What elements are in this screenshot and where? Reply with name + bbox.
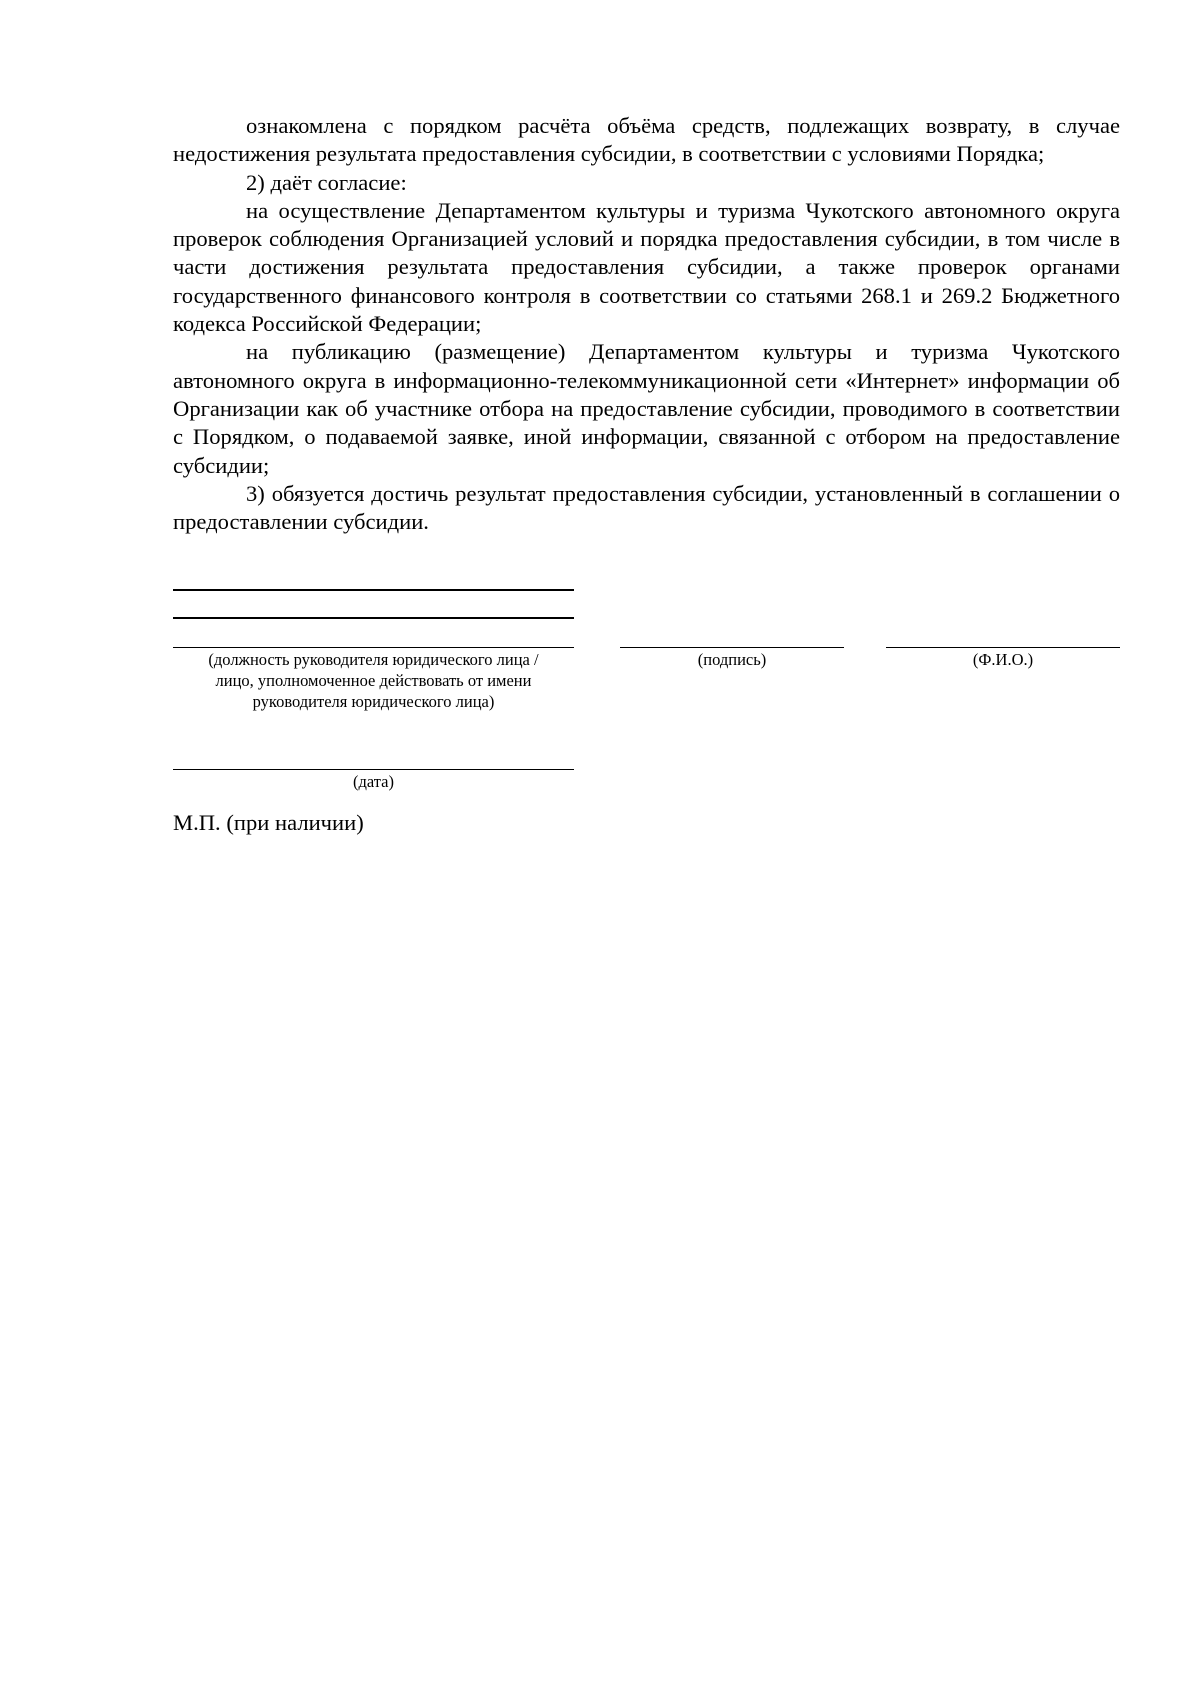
name-line [886, 647, 1120, 648]
seal-note: М.П. (при наличии) [173, 810, 364, 835]
paragraph-consent-publication: на публикацию (размещение) Департаментом культуры и туризма Чукотского автономного округа в информационно-телекоммуникационной сети «Интернет» информации об Организации как об участнике отбора на предоставление субсидии, проводимого в соответствии с Порядком, о подаваемой заявке, иной информации, связанной с отбором на предоставление субсидии; [173, 339, 1120, 478]
position-line-2 [173, 617, 574, 619]
position-caption-line: (должность руководителя юридического лица / [208, 650, 539, 669]
paragraph-obligation: 3) обязуется достичь результат предоставления субсидии, установленный в соглашении о предоставлении субсидии. [173, 480, 1120, 535]
position-caption-rule [173, 647, 574, 648]
document-body [173, 112, 1120, 536]
position-line-1 [173, 589, 574, 591]
position-caption [173, 649, 574, 712]
paragraph-consent-inspections: на осуществление Департаментом культуры и туризма Чукотского автономного округа проверок соблюдения Организацией условий и порядка предоставления субсидии, в том числе в части достижения результата предоставления субсидии, а также проверок органами государственного финансового контроля в соответствии со статьями 268.1 и 269.2 Бюджетного кодекса Российской Федерации; [173, 197, 1120, 337]
date-line [173, 769, 574, 770]
paragraph-return-calculation: ознакомлена с порядком расчёта объёма средств, подлежащих возврату, в случае недостижения результата предоставления субсидии, в соответствии с условиями Порядка; [173, 113, 1120, 167]
date-caption: (дата) [352, 772, 395, 791]
paragraph-consent-heading: 2) даёт согласие: [246, 169, 407, 195]
position-caption-line: руководителя юридического лица) [252, 692, 495, 711]
position-caption-line: лицо, уполномоченное действовать от имени [215, 671, 532, 690]
name-caption: (Ф.И.О.) [972, 650, 1034, 669]
signature-caption: (подпись) [697, 650, 767, 669]
signature-line [620, 647, 844, 648]
